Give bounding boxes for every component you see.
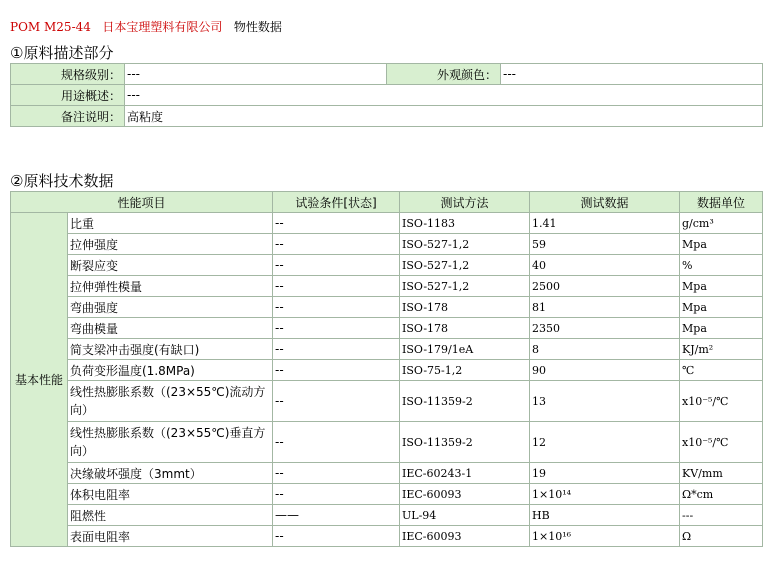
table-row [11, 463, 763, 484]
row-unit: % [680, 255, 763, 276]
spec-value: --- [125, 64, 387, 85]
row-data: 1.41 [530, 213, 680, 234]
grade-title: POM M25-44 [10, 20, 91, 34]
row-item: 比重 [68, 213, 273, 234]
row-condition: -- [273, 213, 400, 234]
row-data: 2350 [530, 318, 680, 339]
table-header-row [11, 192, 763, 213]
description-table [10, 63, 763, 127]
row-unit: ℃ [680, 360, 763, 381]
row-data: HB [530, 505, 680, 526]
header-condition: 试验条件[状态] [273, 192, 400, 213]
row-condition: -- [273, 255, 400, 276]
remark-value: 高粘度 [125, 106, 763, 127]
row-method: ISO-75-1,2 [400, 360, 530, 381]
row-condition: -- [273, 339, 400, 360]
row-item: 断裂应变 [68, 255, 273, 276]
row-item: 拉伸弹性模量 [68, 276, 273, 297]
row-data: 1×10¹⁴ [530, 484, 680, 505]
table-row [11, 526, 763, 547]
table-row [11, 234, 763, 255]
row-condition: -- [273, 360, 400, 381]
row-unit: KV/mm [680, 463, 763, 484]
row-condition: -- [273, 463, 400, 484]
row-unit: --- [680, 505, 763, 526]
header-suffix: 物性数据 [233, 20, 282, 34]
row-method: IEC-60093 [400, 526, 530, 547]
table-row [11, 318, 763, 339]
row-unit: Ω*cm [680, 484, 763, 505]
row-method: ISO-179/1eA [400, 339, 530, 360]
header-data: 测试数据 [530, 192, 680, 213]
section1-title: ①原料描述部分 [10, 44, 114, 62]
row-condition: -- [273, 526, 400, 547]
table-row [11, 106, 763, 127]
row-method: ISO-178 [400, 318, 530, 339]
header-item: 性能项目 [11, 192, 273, 213]
company-name: 日本宝理塑料有限公司 [102, 20, 223, 34]
row-condition: -- [273, 234, 400, 255]
table-row [11, 381, 763, 422]
row-method: ISO-178 [400, 297, 530, 318]
table-row [11, 276, 763, 297]
row-condition: -- [273, 276, 400, 297]
page-header [10, 18, 282, 35]
row-data: 12 [530, 422, 680, 463]
row-item: 弯曲模量 [68, 318, 273, 339]
usage-label: 用途概述： [11, 85, 125, 106]
spec-label: 规格级别： [11, 64, 125, 85]
row-data: 59 [530, 234, 680, 255]
table-row [11, 360, 763, 381]
row-data: 2500 [530, 276, 680, 297]
row-method: ISO-527-1,2 [400, 255, 530, 276]
row-condition: —— [273, 505, 400, 526]
table-row [11, 255, 763, 276]
usage-value: --- [125, 85, 763, 106]
remark-label: 备注说明： [11, 106, 125, 127]
row-method: ISO-527-1,2 [400, 234, 530, 255]
table-row [11, 85, 763, 106]
row-unit: Mpa [680, 276, 763, 297]
table-row [11, 213, 763, 234]
row-item: 表面电阻率 [68, 526, 273, 547]
group-label: 基本性能 [11, 213, 68, 547]
row-item: 决缘破坏强度（3mmt） [68, 463, 273, 484]
row-item: 拉伸强度 [68, 234, 273, 255]
table-row [11, 64, 763, 85]
row-item: 阻燃性 [68, 505, 273, 526]
row-item: 线性热膨胀系数（(23×55℃)垂直方向） [68, 422, 273, 463]
header-method: 测试方法 [400, 192, 530, 213]
row-item: 负荷变形温度(1.8MPa) [68, 360, 273, 381]
row-unit: x10⁻⁵/℃ [680, 422, 763, 463]
row-unit: Ω [680, 526, 763, 547]
row-item: 线性热膨胀系数（(23×55℃)流动方向） [68, 381, 273, 422]
row-item: 弯曲强度 [68, 297, 273, 318]
row-data: 90 [530, 360, 680, 381]
row-condition: -- [273, 318, 400, 339]
table-row [11, 297, 763, 318]
row-unit: KJ/m² [680, 339, 763, 360]
row-item: 体积电阻率 [68, 484, 273, 505]
section2-title: ②原料技术数据 [10, 172, 114, 190]
row-method: ISO-11359-2 [400, 381, 530, 422]
row-condition: -- [273, 381, 400, 422]
row-data: 1×10¹⁶ [530, 526, 680, 547]
row-data: 13 [530, 381, 680, 422]
technical-data-table [10, 191, 763, 547]
row-condition: -- [273, 484, 400, 505]
row-method: ISO-11359-2 [400, 422, 530, 463]
row-unit: Mpa [680, 297, 763, 318]
row-unit: Mpa [680, 234, 763, 255]
row-method: ISO-1183 [400, 213, 530, 234]
header-unit: 数据单位 [680, 192, 763, 213]
row-unit: g/cm³ [680, 213, 763, 234]
table-row [11, 505, 763, 526]
row-method: IEC-60093 [400, 484, 530, 505]
color-label: 外观颜色： [387, 64, 501, 85]
row-condition: -- [273, 422, 400, 463]
row-method: UL-94 [400, 505, 530, 526]
row-condition: -- [273, 297, 400, 318]
table-row [11, 339, 763, 360]
row-method: ISO-527-1,2 [400, 276, 530, 297]
row-data: 40 [530, 255, 680, 276]
table-row [11, 484, 763, 505]
row-method: IEC-60243-1 [400, 463, 530, 484]
row-data: 8 [530, 339, 680, 360]
row-item: 简支梁冲击强度(有缺口) [68, 339, 273, 360]
row-data: 81 [530, 297, 680, 318]
row-unit: Mpa [680, 318, 763, 339]
table-row [11, 422, 763, 463]
row-unit: x10⁻⁵/℃ [680, 381, 763, 422]
color-value: --- [501, 64, 763, 85]
row-data: 19 [530, 463, 680, 484]
